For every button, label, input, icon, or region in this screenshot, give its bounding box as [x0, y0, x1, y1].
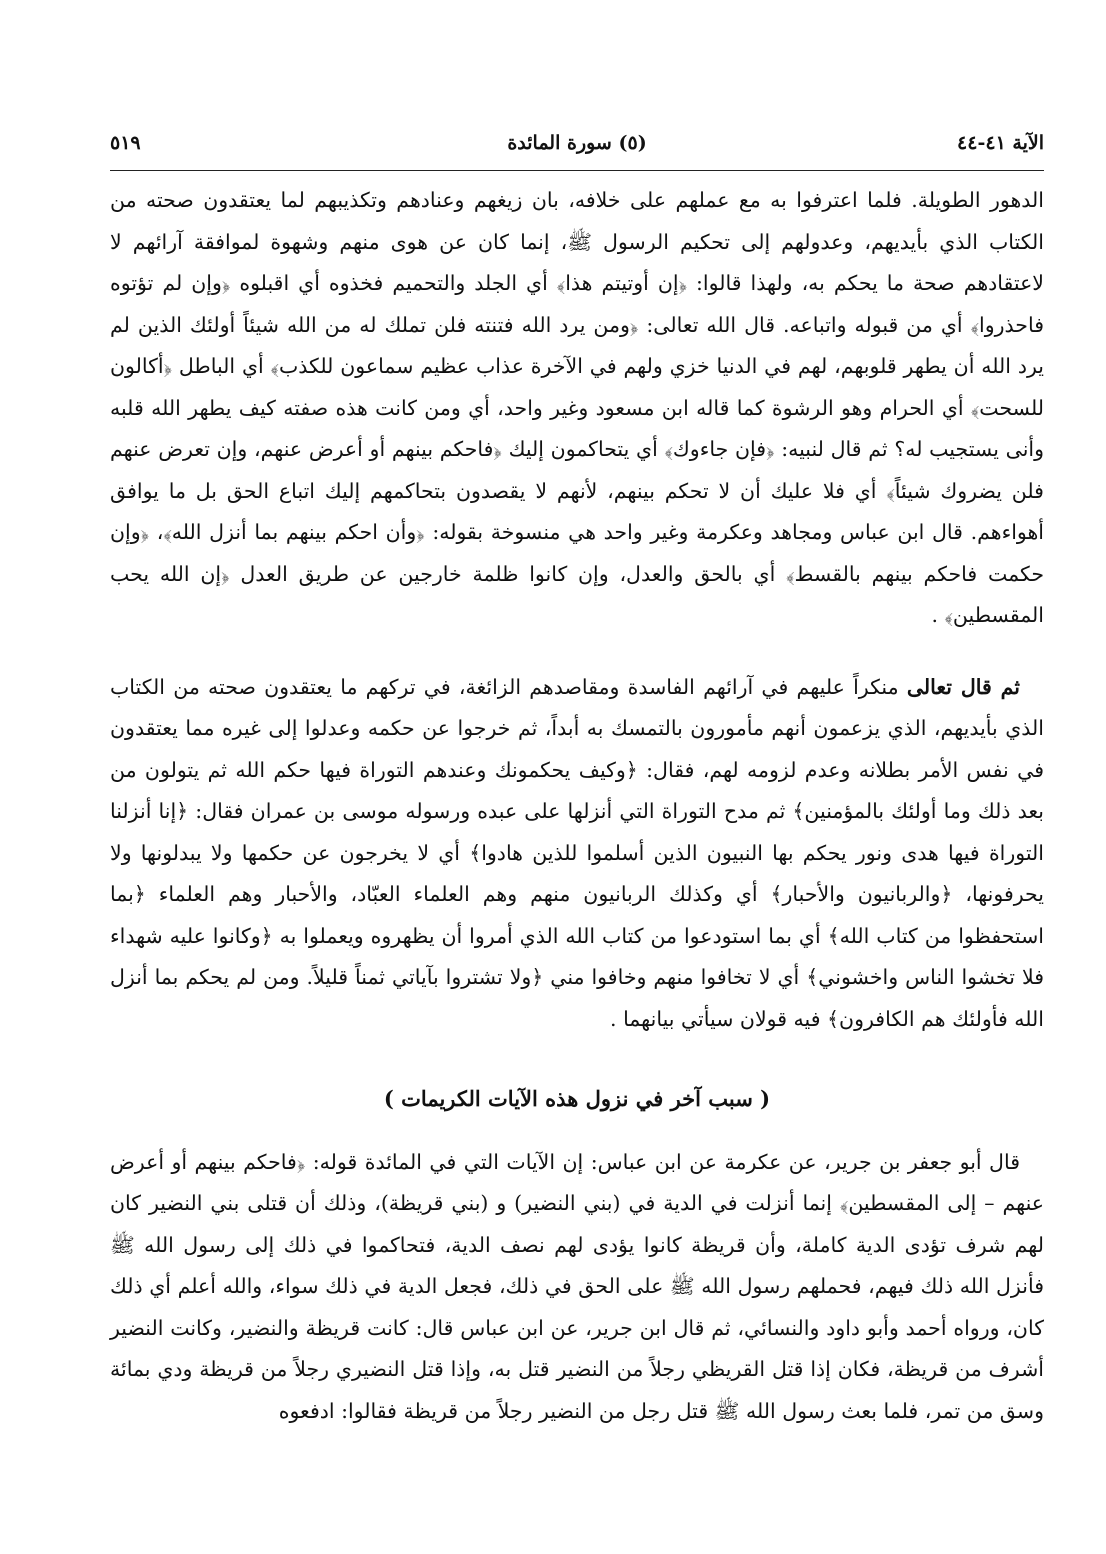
paragraph-1: الدهور الطويلة. فلما اعترفوا به مع عملهم على خلافه، بان زيغهم وعنادهم وتكذيبهم لما يعتقدون صحته من الكتاب الذي بأيديهم، وعدولهم إلى تحكيم الرسول ﷺ، إنما كان عن هوى منهم وشهوة لموافقة آرائهم لا لاعتقادهم صحة ما يحكم به، ولهذا قالوا: ﴿إن أوتيتم هذا﴾ أي الجلد والتحميم فخذوه أي اقبلوه ﴿وإن لم تؤتوه فاحذروا﴾ أي من قبوله واتباعه. قال الله تعالى: ﴿ومن يرد الله فتنته فلن تملك له من الله شيئاً أولئك الذين لم يرد الله أن يطهر قلوبهم، لهم في الدنيا خزي ولهم في الآخرة عذاب عظيم سماعون للكذب﴾ أي الباطل ﴿أكالون للسحت﴾ أي الحرام وهو الرشوة كما قاله ابن مسعود وغير واحد، أي ومن كانت هذه صفته كيف يطهر الله قلبه وأنى يستجيب له؟ ثم قال لنبيه: ﴿فإن جاءوك﴾ أي يتحاكمون إليك ﴿فاحكم بينهم أو أعرض عنهم، وإن تعرض عنهم فلن يضروك شيئاً﴾ أي فلا عليك أن لا تحكم بينهم، لأنهم لا يقصدون بتحاكمهم إليك اتباع الحق بل ما يوافق أهواءهم. قال ابن عباس ومجاهد وعكرمة وغير واحد هي منسوخة بقوله: ﴿وأن احكم بينهم بما أنزل الله﴾، ﴿وإن حكمت فاحكم بينهم بالقسط﴾ أي بالحق والعدل، وإن كانوا ظلمة خارجين عن طريق العدل ﴿إن الله يحب المقسطين﴾ .: [110, 188, 1044, 627]
paragraph-2-lead: ثم قال تعالى: [906, 674, 1020, 699]
page-body: [110, 180, 1044, 1432]
section-heading: ( سبب آخر في نزول هذه الآيات الكريمات ): [383, 1086, 771, 1111]
paragraph-2-text: منكراً عليهم في آرائهم الفاسدة ومقاصدهم الزائغة، في تركهم ما يعتقدون صحته من الكتاب الذي بأيديهم، الذي يزعمون أنهم مأمورون بالتمسك به أبداً، ثم خرجوا عن حكمه وعدلوا إلى غيره مما يعتقدون في نفس الأمر بطلانه وعدم لزومه لهم، فقال: ﴿وكيف يحكمونك وعندهم التوراة فيها حكم الله ثم يتولون من بعد ذلك وما أولئك بالمؤمنين﴾ ثم مدح التوراة التي أنزلها على عبده ورسوله موسى بن عمران فقال: ﴿إنا أنزلنا التوراة فيها هدى ونور يحكم بها النبيون الذين أسلموا للذين هادوا﴾ أي لا يخرجون عن حكمها ولا يبدلونها ولا يحرفونها، ﴿والربانيون والأحبار﴾ أي وكذلك الربانيون منهم وهم العلماء العبّاد، والأحبار وهم العلماء ﴿بما استحفظوا من كتاب الله﴾ أي بما استودعوا من كتاب الله الذي أمروا أن يظهروه ويعملوا به ﴿وكانوا عليه شهداء فلا تخشوا الناس واخشوني﴾ أي لا تخافوا منهم وخافوا مني ﴿ولا تشتروا بآياتي ثمناً قليلاً. ومن لم يحكم بما أنزل الله فأولئك هم الكافرون﴾ فيه قولان سيأتي بيانهما .: [110, 674, 1044, 1031]
running-header: [110, 128, 1044, 164]
page-number: ٥١٩: [110, 132, 141, 154]
surah-title: (٥) سورة المائدة: [507, 132, 647, 154]
header-rule: [110, 170, 1044, 171]
paragraph-2: [110, 667, 1044, 1041]
verse-range: الآية ٤١-٤٤: [957, 132, 1044, 154]
paragraph-3: قال أبو جعفر بن جرير، عن عكرمة عن ابن عباس: إن الآيات التي في المائدة قوله: ﴿فاحكم بينهم أو أعرض عنهم – إلى المقسطين﴾ إنما أنزلت في الدية في (بني النضير) و (بني قريظة)، وذلك أن قتلى بني النضير كان لهم شرف تؤدى الدية كاملة، وأن قريظة كانوا يؤدى لهم نصف الدية، فتحاكموا في ذلك إلى رسول الله ﷺ فأنزل الله ذلك فيهم، فحملهم رسول الله ﷺ على الحق في ذلك، فجعل الدية في ذلك سواء، والله أعلم أي ذلك كان، ورواه أحمد وأبو داود والنسائي، ثم قال ابن جرير، عن ابن عباس قال: كانت قريظة والنضير، وكانت النضير أشرف من قريظة، فكان إذا قتل القريظي رجلاً من النضير قتل به، وإذا قتل النضيري رجلاً من قريظة ودي بمائة وسق من تمر، فلما بعث رسول الله ﷺ قتل رجل من النضير رجلاً من قريظة فقالوا: ادفعوه: [110, 1149, 1044, 1423]
